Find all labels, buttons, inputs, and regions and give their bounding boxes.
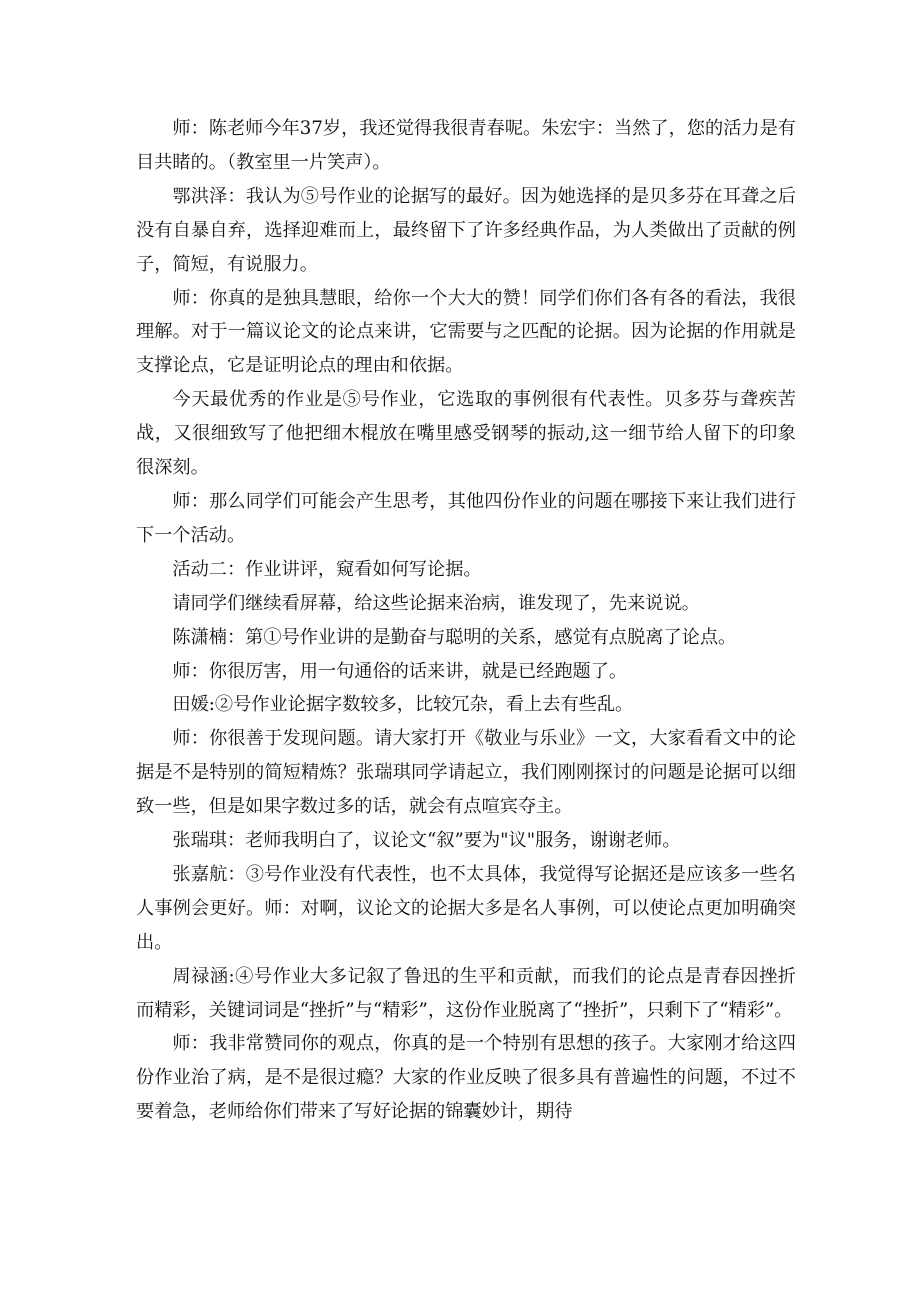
paragraph: 鄂洪泽：我认为⑤号作业的论据写的最好。因为她选择的是贝多芬在耳聋之后没有自暴自弃，选择迎难而上，最终留下了许多经典作品，为人类做出了贡献的例子，简短，有说服力。 [136, 185, 796, 275]
paragraph: 张嘉航：③号作业没有代表性，也不太具体，我觉得写论据还是应该多一些名人事例会更好。师：对啊，议论文的论据大多是名人事例，可以使论点更加明确突出。 [136, 863, 796, 953]
paragraph: 师：陈老师今年37岁，我还觉得我很青春呢。朱宏宇：当然了，您的活力是有目共睹的。（教室里一片笑声）。 [136, 118, 796, 173]
paragraph: 师：那么同学们可能会产生思考，其他四份作业的问题在哪接下来让我们进行下一个活动。 [136, 490, 796, 546]
paragraph: 周禄涵:④号作业大多记叙了鲁迅的生平和贡献，而我们的论点是青春因挫折而精彩，关键词词是“挫折”与“精彩”，这份作业脱离了“挫折”，只剩下了“精彩”。 [136, 965, 796, 1021]
paragraph: 活动二：作业讲评，窥看如何写论据。 [172, 558, 482, 580]
paragraph: 陈潇楠：第①号作业讲的是勤奋与聪明的关系，感觉有点脱离了论点。 [172, 626, 737, 648]
paragraph: 张瑞琪：老师我明白了，议论文“叙”要为"议"服务，谢谢老师。 [172, 830, 681, 852]
document-body [136, 112, 796, 1129]
paragraph: 师：我非常赞同你的观点，你真的是一个特别有思想的孩子。大家刚才给这四份作业治了病，是不是很过瘾？大家的作业反映了很多具有普遍性的问题，不过不要着急，老师给你们带来了写好论据的锦囊妙计，期待 [136, 1033, 796, 1123]
paragraph: 师：你真的是独具慧眼，给你一个大大的赞！同学们你们各有各的看法，我很理解。对于一篇议论文的论点来讲，它需要与之匹配的论据。因为论据的作用就是支撑论点，它是证明论点的理由和依据。 [136, 287, 796, 377]
paragraph: 师：你很善于发现问题。请大家打开《敬业与乐业》一文，大家看看文中的论据是不是特别的简短精炼？张瑞琪同学请起立，我们刚刚探讨的问题是论据可以细致一些，但是如果字数过多的话，就会有点喧宾夺主。 [136, 728, 796, 818]
paragraph: 请同学们继续看屏幕，给这些论据来治病，谁发现了，先来说说。 [172, 592, 700, 614]
paragraph: 田媛:②号作业论据字数较多，比较冗杂，看上去有些乱。 [172, 694, 634, 716]
paragraph: 师：你很厉害，用一句通俗的话来讲，就是已经跑题了。 [172, 660, 628, 682]
paragraph: 今天最优秀的作业是⑤号作业，它选取的事例很有代表性。贝多芬与聋疾苦战，又很细致写了他把细木棍放在嘴里感受钢琴的振动,这一细节给人留下的印象很深刻。 [136, 389, 796, 479]
